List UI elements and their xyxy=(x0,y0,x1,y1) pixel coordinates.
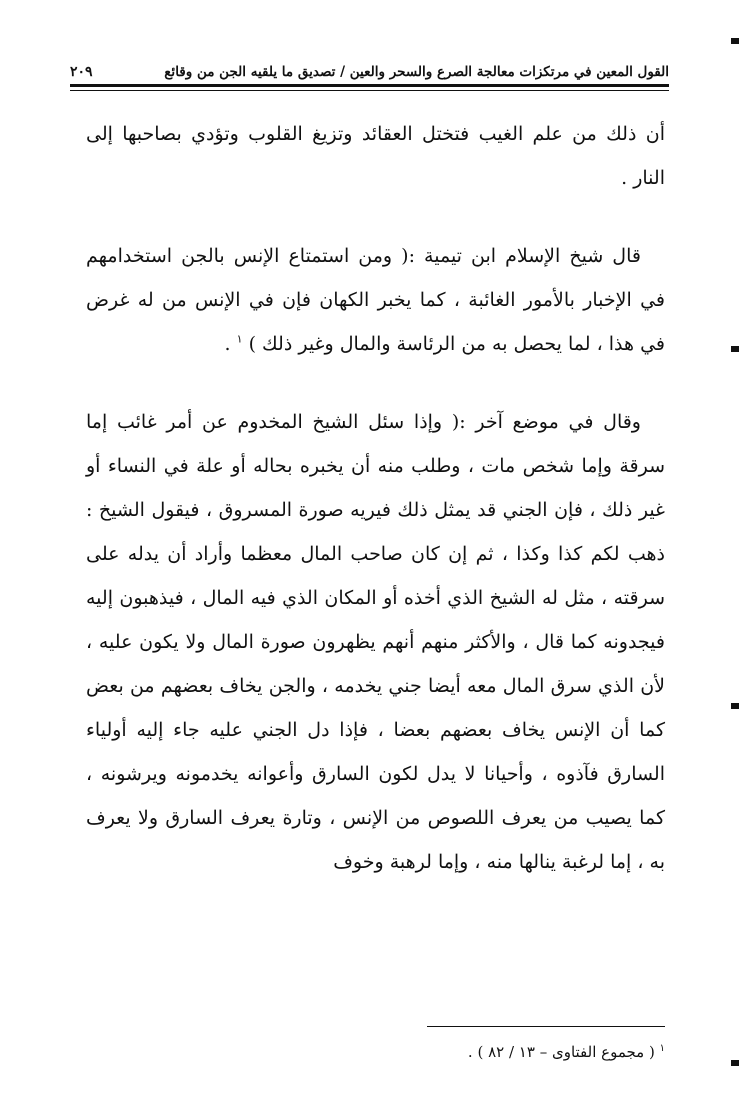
header-rule-thick xyxy=(70,84,669,87)
footnote-mark: ١ xyxy=(659,1043,665,1054)
paragraph-2-text: قال شيخ الإسلام ابن تيمية :( ومن استمتاع الإنس بالجن استخدامهم في الإخبار بالأمور الغائبة ، كما يخبر الكهان فإن في الإنس من له غرض في هذا ، لما يحصل به من الرئاسة والمال وغير ذلك ) xyxy=(86,245,665,355)
footnote-text: ( مجموع الفتاوى – ١٣ / ٨٢ ) . xyxy=(467,1043,655,1061)
footnote-rule xyxy=(427,1026,665,1027)
scan-edge-mark xyxy=(731,346,739,352)
footnote-reference[interactable]: ١ xyxy=(236,332,243,346)
header-rule-thin xyxy=(70,90,669,91)
paragraph-1: أن ذلك من علم الغيب فتختل العقائد وتزيغ القلوب وتؤدي بصاحبها إلى النار . xyxy=(86,123,665,189)
body-text xyxy=(86,112,665,884)
paragraph-3: وقال في موضع آخر :( وإذا سئل الشيخ المخدوم عن أمر غائب إما سرقة وإما شخص مات ، وطلب منه أن يخبره بحاله أو علة في النساء أو غير ذلك ، فإن الجني قد يمثل ذلك فيريه صورة المسروق ، فيقول الشيخ : ذهب لكم كذا وكذا ، ثم إن كان صاحب المال معظما وأراد أن يدله على سرقته ، مثل له الشيخ الذي أخذه أو المكان الذي فيه المال ، فيذهبون إليه فيجدونه كما قال ، والأكثر منهم أنهم يظهرون صورة المال ولا يكون عليه ، لأن الذي سرق المال معه أيضا جني يخدمه ، والجن يخاف بعضهم من بعض كما أن الإنس يخاف بعضهم بعضا ، فإذا دل الجني عليه جاء إليه أولياء السارق فآذوه ، وأحيانا لا يدل لكون السارق وأعوانه يخدمونه ويرشونه ، كما يصيب من يعرف اللصوص من الإنس ، وتارة يعرف السارق ولا يعرف به ، إما لرغبة ينالها منه ، وإما لرهبة وخوف xyxy=(86,411,665,873)
page-header xyxy=(70,44,669,80)
scan-edge-mark xyxy=(731,1060,739,1066)
scan-edge-mark xyxy=(731,38,739,44)
scan-edge-mark xyxy=(731,703,739,709)
footnote xyxy=(468,1040,665,1064)
page-number: ٢٠٩ xyxy=(70,64,93,80)
paragraph-2 xyxy=(86,234,665,366)
running-title: القول المعين في مرتكزات معالجة الصرع والسحر والعين / تصديق ما يلقيه الجن من وقائع xyxy=(164,64,669,80)
paragraph-2-end: . xyxy=(224,333,237,355)
